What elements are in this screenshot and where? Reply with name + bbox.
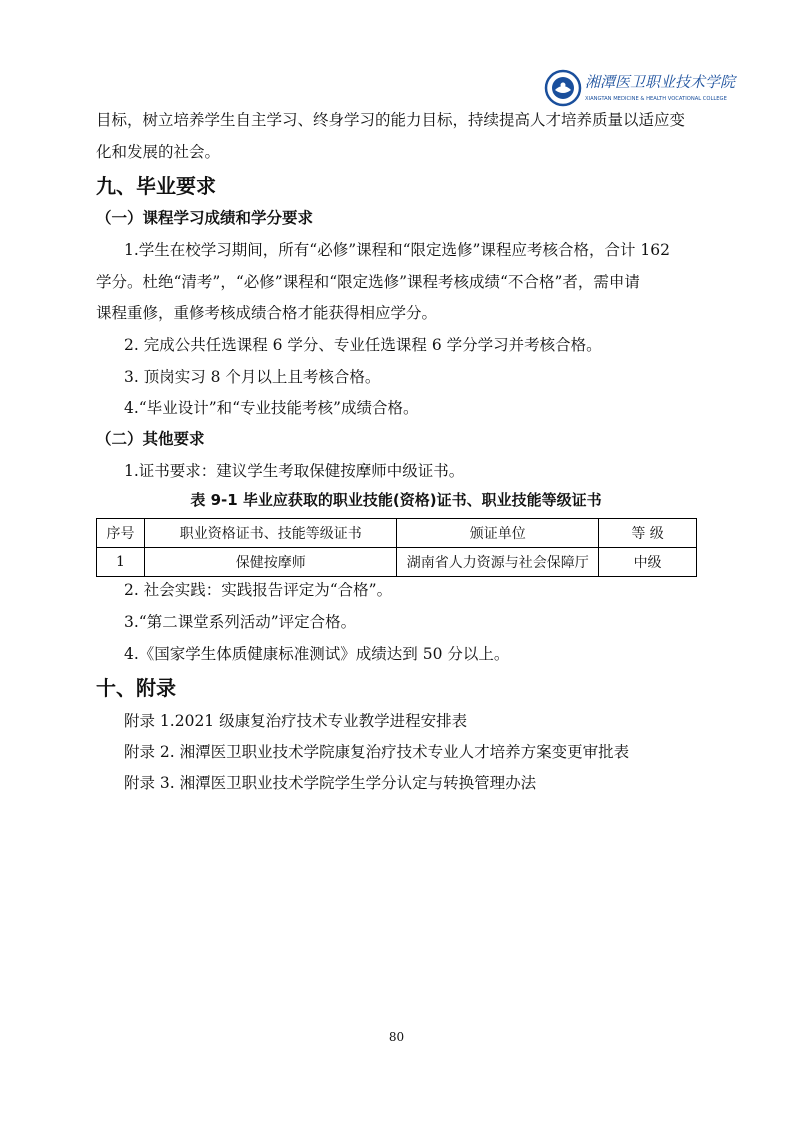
other-item-4: 4.《国家学生体质健康标准测试》成绩达到 50 分以上。	[124, 645, 510, 663]
header-certificate: 职业资格证书、技能等级证书	[144, 519, 397, 548]
college-emblem-icon	[543, 68, 743, 108]
intro-line-2: 化和发展的社会。	[96, 143, 221, 161]
cell-level: 中级	[599, 548, 697, 577]
college-logo	[543, 68, 743, 108]
certificate-table	[96, 518, 697, 577]
appendix-3: 附录 3. 湘潭医卫职业技术学院学生学分认定与转换管理办法	[124, 774, 537, 792]
subsection-1-title: （一）课程学习成绩和学分要求	[96, 209, 314, 227]
section-10-title: 十、附录	[96, 676, 176, 700]
req-item-4: 4.“毕业设计”和“专业技能考核”成绩合格。	[124, 399, 419, 417]
table-row	[97, 548, 697, 577]
appendix-2: 附录 2. 湘潭医卫职业技术学院康复治疗技术专业人才培养方案变更审批表	[124, 743, 630, 761]
logo-text-cn: 湘潭医卫职业技术学院	[585, 73, 736, 91]
logo-text-en: XIANGTAN MEDICINE & HEALTH VOCATIONAL COLLEGE	[585, 96, 727, 102]
cell-index: 1	[97, 548, 145, 577]
intro-line-1: 目标，树立培养学生自主学习、终身学习的能力目标，持续提高人才培养质量以适应变	[96, 111, 686, 129]
table-caption: 表 9-1 毕业应获取的职业技能(资格)证书、职业技能等级证书	[190, 491, 602, 509]
req-item-1-line-3: 课程重修，重修考核成绩合格才能获得相应学分。	[96, 304, 438, 322]
cell-certificate: 保健按摩师	[144, 548, 397, 577]
header-issuer: 颁证单位	[397, 519, 599, 548]
cell-issuer: 湖南省人力资源与社会保障厅	[397, 548, 599, 577]
header-index: 序号	[97, 519, 145, 548]
header-level: 等 级	[599, 519, 697, 548]
other-item-2: 2. 社会实践：实践报告评定为“合格”。	[124, 581, 393, 599]
req-item-3: 3. 顶岗实习 8 个月以上且考核合格。	[124, 368, 381, 386]
other-item-1: 1.证书要求：建议学生考取保健按摩师中级证书。	[124, 462, 465, 480]
other-item-3: 3.“第二课堂系列活动”评定合格。	[124, 613, 357, 631]
subsection-2-title: （二）其他要求	[96, 430, 205, 448]
req-item-1-line-2: 学分。杜绝“清考”，“必修”课程和“限定选修”课程考核成绩“不合格”者，需申请	[96, 273, 640, 291]
req-item-2: 2. 完成公共任选课程 6 学分、专业任选课程 6 学分学习并考核合格。	[124, 336, 602, 354]
page-number: 80	[388, 1030, 405, 1044]
table-header-row	[97, 519, 697, 548]
req-item-1-line-1: 1.学生在校学习期间，所有“必修”课程和“限定选修”课程应考核合格，合计 162	[124, 241, 670, 259]
appendix-1: 附录 1.2021 级康复治疗技术专业教学进程安排表	[124, 712, 468, 730]
section-9-title: 九、毕业要求	[96, 174, 216, 198]
